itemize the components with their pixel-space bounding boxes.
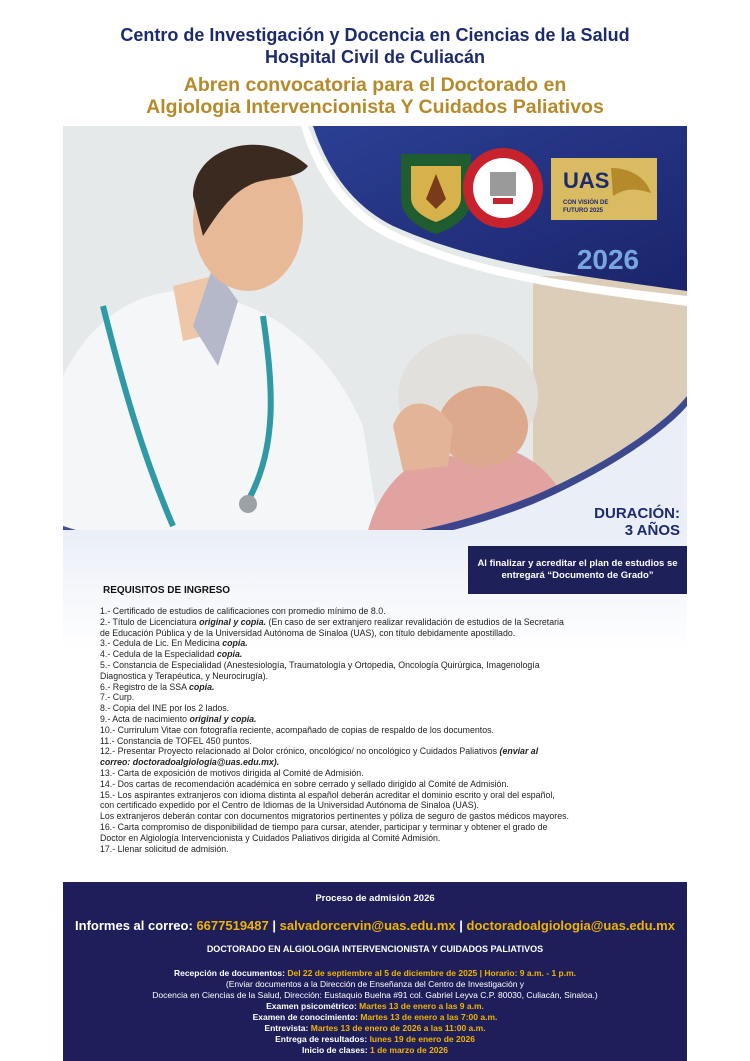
requirement-emphasis: original y copia. (199, 616, 267, 627)
requirement-emphasis: copia. (222, 638, 248, 649)
program-name: DOCTORADO EN ALGIOLOGIA INTERVENCIONISTA Y CUIDADOS PALIATIVOS (206, 944, 544, 954)
requirement-text: 9.- Acta de nacimiento (100, 713, 190, 724)
requirement-text: 7.- Curp. (100, 692, 135, 703)
hero-photo (63, 126, 687, 556)
reception-note-1: (Enviar documentos a la Dirección de Enseñanza del Centro de Investigación y (225, 979, 525, 989)
knowledge-label: Examen de conocimiento: (252, 1012, 358, 1022)
grade-notice (468, 546, 687, 594)
requirement-text: 6.- Registro de la SSA (100, 681, 189, 692)
results-row (63, 1034, 687, 1045)
header (0, 24, 750, 118)
requirement-item (100, 617, 570, 639)
results-label: Entrega de resultados: (275, 1034, 368, 1044)
requirement-text: 4.- Cedula de la Especialidad (100, 649, 217, 660)
reception-row (63, 968, 687, 979)
schedule-block (63, 968, 687, 1056)
requirement-item (100, 638, 570, 649)
requirement-item (100, 725, 570, 736)
contact-separator-1: | (272, 918, 277, 933)
uas-logo-text: UAS (563, 168, 610, 193)
requirement-text: 11.- Constancia de TOFEL 450 puntos. (100, 735, 252, 746)
contact-email-1[interactable]: salvadorcervin@uas.edu.mx (279, 918, 456, 933)
requirement-emphasis: copia. (216, 649, 243, 660)
requirement-item (100, 606, 570, 617)
contact-label: Informes al correo: (75, 918, 193, 933)
start-value: 1 de marzo de 2026 (370, 1045, 448, 1055)
requirement-text: 1.- Certificado de estudios de calificaciones con promedio mínimo de 8.0. (100, 606, 386, 616)
start-label: Inicio de clases: (301, 1045, 368, 1055)
admission-process-title: Proceso de admisión 2026 (315, 893, 435, 904)
reception-label: Recepción de documentos: (173, 968, 285, 978)
requirement-text: 10.- Currirulum Vitae con fotografía reciente, acompañado de copias de respaldo de los documentos. (100, 724, 494, 735)
requirement-text: 3.- Cedula de Lic. En Medicina (100, 638, 223, 649)
knowledge-value: Martes 13 de enero a las 7:00 a.m. (360, 1012, 498, 1022)
requirement-text: 14.- Dos cartas de recomendación académica en sobre cerrado y sellado dirigido al Comité de Admisión. (100, 778, 509, 789)
header-institution: Centro de Investigación y Docencia en Ciencias de la Salud (120, 25, 630, 45)
requirement-item (100, 682, 570, 693)
knowledge-row (63, 1012, 687, 1023)
psych-label: Examen psicométrico: (266, 1001, 357, 1011)
requirement-emphasis: (enviar al correo: doctoradoalgiologia@uas.edu.mx). (100, 746, 539, 768)
interview-row (63, 1023, 687, 1034)
contact-phone[interactable]: 6677519487 (196, 918, 269, 933)
requirement-item (100, 779, 570, 790)
requirement-item (100, 768, 570, 779)
results-value: lunes 19 de enero de 2026 (369, 1034, 475, 1044)
requirement-text: 13.- Carta de exposición de motivos dirigida al Comité de Admisión. (100, 767, 364, 778)
header-subtitle-2: Algiologia Intervencionista Y Cuidados Paliativos (146, 96, 604, 118)
contact-email-2[interactable]: doctoradoalgiologia@uas.edu.mx (466, 918, 675, 933)
hero-illustration (63, 126, 687, 556)
requirement-item (100, 844, 570, 855)
requirement-text: 12.- Presentar Proyecto relacionado al Dolor crónico, oncológico/ no oncológico y Cuidados Paliativos (100, 746, 500, 757)
requirements-list (100, 606, 570, 854)
requirement-text: 16.- Carta compromiso de disponibilidad de tiempo para cursar, atender, participar y terminar y obtener el grado de Doctor en Algiología Intervencionista y Cuidados Paliativos dirigida al Comité Admisión. (100, 821, 548, 843)
header-subtitle-1: Abren convocatoria para el Doctorado en (183, 74, 567, 96)
requirement-tail: (En caso de ser extranjero realizar revalidación de estudios de la Secretaria de Educación Pública y de la Universidad Autónoma de Sinaloa (UAS), con título debidamente apostillado. (100, 616, 564, 638)
requirement-item (100, 660, 570, 682)
requirement-item (100, 746, 570, 768)
requirement-item (100, 822, 570, 844)
grade-notice-text: Al finalizar y acreditar el plan de estudios se entregará “Documento de Grado” (477, 558, 678, 581)
requirement-item (100, 703, 570, 714)
requirement-text: 2.- Título de Licenciatura (100, 616, 200, 627)
start-row (63, 1045, 687, 1056)
requirement-text: 8.- Copia del INE por los 2 lados. (100, 703, 230, 714)
requirements-title: REQUISITOS DE INGRESO (103, 585, 231, 596)
contact-separator-2: | (459, 918, 463, 933)
header-hospital: Hospital Civil de Culiacán (264, 47, 486, 67)
requirement-text: 17.- Llenar solicitud de admisión. (100, 843, 229, 854)
hospital-seal-icon (463, 148, 543, 228)
footer (63, 882, 687, 1061)
uas-logo-icon (551, 158, 657, 220)
psych-row (63, 1001, 687, 1012)
duration-label: DURACIÓN: (594, 505, 680, 522)
interview-label: Entrevista: (264, 1023, 309, 1033)
requirement-text: 5.- Constancia de Especialidad (Anestesiología, Traumatología y Ortopedia, Oncología Quirúrgica, Imagenología Diagnostica y Terapéutica, y Neurocirugía). (100, 659, 540, 681)
interview-value: Martes 13 de enero de 2026 a las 11:00 a.m. (310, 1023, 486, 1033)
reception-note-2: Docencia en Ciencias de la Salud, Dirección: Eustaquio Buelna #91 col. Gabriel Leyva C.P. 80030, Culiacán, Sinaloa.) (152, 990, 598, 1000)
requirement-item (100, 790, 570, 822)
psych-value: Martes 13 de enero a las 9 a.m. (359, 1001, 484, 1011)
requirement-item (100, 736, 570, 747)
year-label: 2026 (576, 244, 640, 275)
requirement-item (100, 692, 570, 703)
requirement-emphasis: copia. (189, 681, 215, 692)
contact-line (63, 918, 687, 933)
uas-tagline-line2: FUTURO 2025 (563, 208, 604, 214)
reception-value: Del 22 de septiembre al 5 de diciembre de 2025 | Horario: 9 a.m. - 1 p.m. (287, 968, 577, 978)
requirement-item (100, 714, 570, 725)
requirement-text: 15.- Los aspirantes extranjeros con idioma distinta al español deberán acreditar el dominio escrito y oral del español, con certificado expedido por el Centro de Idiomas de la Universidad Autónoma de Sinaloa (UAS). Los extranjeros deberán contar con documentos migratorios pertinentes y póliza de seguro de gastos médicos mayores. (100, 789, 569, 822)
uas-tagline-line1: CON VISIÓN DE (563, 200, 609, 206)
duration (520, 505, 680, 539)
requirement-item (100, 649, 570, 660)
requirement-emphasis: original y copia. (189, 713, 257, 724)
duration-value: 3 AÑOS (624, 522, 680, 539)
